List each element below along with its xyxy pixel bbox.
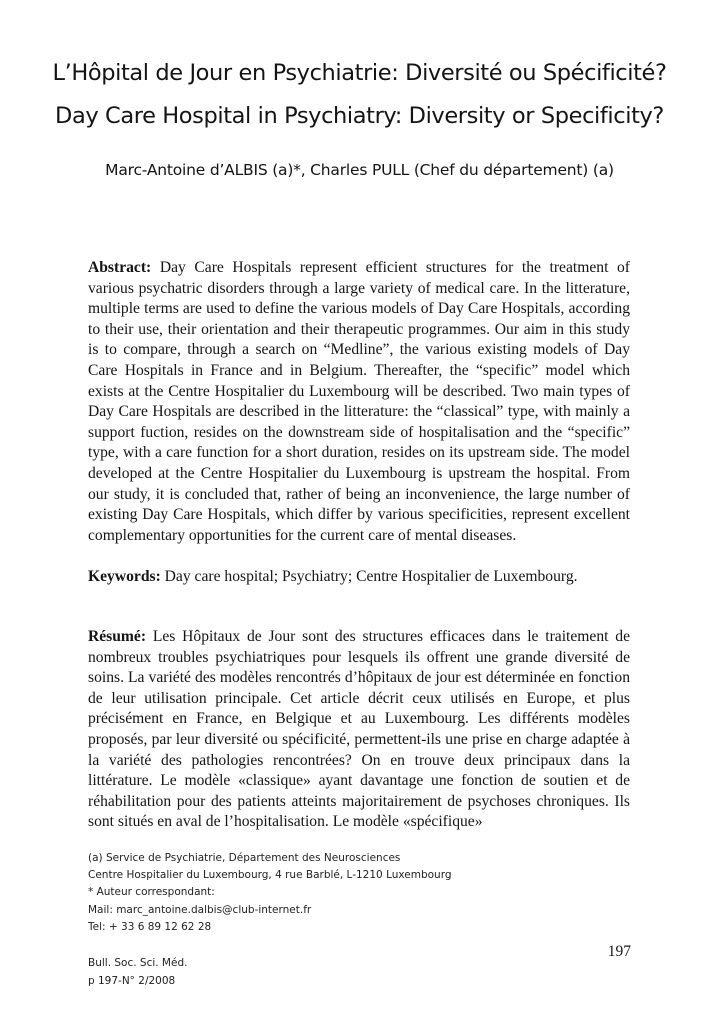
- abstract-paragraph: [88, 258, 630, 546]
- footnotes: [88, 850, 538, 936]
- keywords-paragraph: [88, 567, 630, 588]
- footnote-address: Centre Hospitalier du Luxembourg, 4 rue Barblé, L-1210 Luxembourg: [88, 869, 452, 882]
- abstract-label: Abstract:: [88, 259, 152, 276]
- footnote-phone: Tel: + 33 6 89 12 62 28: [88, 920, 212, 933]
- journal-reference: [88, 954, 187, 990]
- abstract-text: Day Care Hospitals represent efficient structures for the treatment of various psychatric disorders through a large variety of medical care. In the litterature, multiple terms are used to define the various models of Day Care Hospitals, according to their use, their orientation and their therapeutic programmes. Our aim in this study is to compare, through a search on “Medline”, the various existing models of Day Care Hospitals in France and in Belgium. Thereafter, the “specific” model which exists at the Centre Hospitalier du Luxembourg will be described. Two main types of Day Care Hospitals are described in the litterature: the “classical” type, with mainly a support fuction, resides on the downstream side of hospitalisation and the “specific” type, with a care function for a short duration, resides on its upstream side. The model developed at the Centre Hospitalier du Luxembourg is upstream the hospital. From our study, it is concluded that, rather of being an inconvenience, the large number of existing Day Care Hospitals, which differ by various specificities, represent excellent complementary opportunities for the current care of mental diseases.: [88, 259, 630, 544]
- keywords-text: Day care hospital; Psychiatry; Centre Hospitalier de Luxembourg.: [164, 568, 578, 585]
- footnote-email: Mail: marc_antoine.dalbis@club-internet.fr: [88, 903, 312, 916]
- authors-line: Marc-Antoine d’ALBIS (a)*, Charles PULL (Chef du département) (a): [105, 161, 614, 179]
- footnote-affiliation: (a) Service de Psychiatrie, Département des Neurosciences: [88, 852, 401, 864]
- resume-label: Résumé:: [88, 628, 147, 645]
- title-english: Day Care Hospital in Psychiatry: Diversity or Specificity?: [55, 103, 664, 129]
- footnote-corresponding: * Auteur correspondant:: [88, 886, 215, 899]
- keywords-label: Keywords:: [88, 568, 161, 585]
- title-french: L’Hôpital de Jour en Psychiatrie: Diversité ou Spécificité?: [52, 60, 667, 86]
- resume-paragraph: [88, 627, 630, 833]
- journal-name: Bull. Soc. Sci. Méd.: [88, 957, 188, 969]
- resume-text: Les Hôpitaux de Jour sont des structures efficaces dans le traitement de nombreux troubles psychiatriques pour lesquels ils offrent une grande diversité de soins. La variété des modèles rencontrés d’hôpitaux de jour est déterminée en fonction de leur utilisation principale. Cet article décrit ceux utilisés en Europe, et plus précisément en France, en Belgique et au Luxembourg. Les différents modèles proposés, par leur diversité ou spécificité, permettent-ils une prise en charge adaptée à la variété des pathologies rencontrées? On en trouve deux principaux dans la littérature. Le modèle «classique» ayant davantage une fonction de soutien et de réhabilitation pour des patients atteints majoritairement de psychoses chroniques. Ils sont situés en aval de l’hospitalisation. Le modèle «spécifique»: [88, 628, 630, 831]
- page-number: 197: [607, 943, 631, 960]
- journal-issue: p 197-N° 2/2008: [88, 975, 176, 987]
